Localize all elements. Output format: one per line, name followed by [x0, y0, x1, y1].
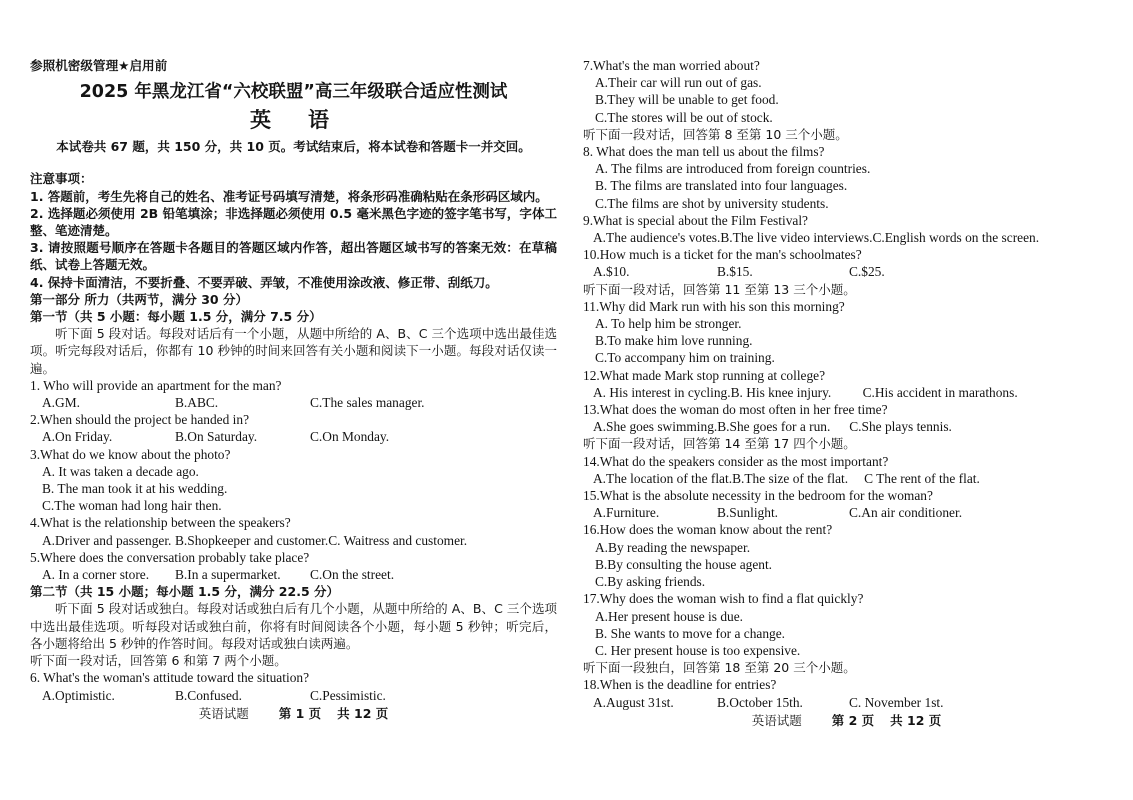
part1-heading: 第一部分 所力（共两节，满分 30 分） — [30, 291, 248, 307]
question-15 — [583, 487, 1110, 521]
question-7-option-a: A.Their car will run out of gas. — [595, 75, 762, 91]
question-6-option-a: A.Optimistic. — [42, 687, 115, 703]
question-6 — [30, 669, 557, 703]
question-14-options — [583, 470, 1110, 487]
question-13-option-c: C.She plays tennis. — [849, 419, 952, 435]
question-10-option-a: A.$10. — [593, 264, 630, 280]
question-3 — [30, 446, 557, 515]
question-4 — [30, 514, 557, 548]
question-5-options — [30, 566, 557, 583]
question-1-option-b: B.ABC. — [175, 395, 219, 411]
question-16-option-a: A.By reading the newspaper. — [595, 539, 751, 555]
question-17-options — [583, 608, 1110, 660]
question-4-option-c: C. Waitress and customer. — [328, 532, 468, 548]
question-3-option-a: A. It was taken a decade ago. — [42, 463, 199, 479]
question-15-option-b: B.Sunlight. — [717, 505, 779, 521]
question-9-option-b: B.The live video interviews. — [720, 230, 873, 246]
direction-q8-q10: 听下面一段对话，回答第 8 至第 10 三个小题。 — [583, 126, 848, 142]
column-left — [30, 57, 557, 800]
question-8-options — [583, 160, 1110, 212]
question-7 — [583, 57, 1110, 126]
question-12-options — [583, 384, 1110, 401]
question-13 — [583, 401, 1110, 435]
direction-q18-q20: 听下面一段独白，回答第 18 至第 20 三个小题。 — [583, 660, 856, 676]
question-18-options — [583, 694, 1110, 711]
question-1-option-a: A.GM. — [42, 395, 80, 411]
question-14-stem: 14.What do the speakers consider as the most important? — [583, 453, 889, 469]
question-11-option-c: C.To accompany him on training. — [595, 350, 775, 366]
page-title: 2025 年黑龙江省“六校联盟”高三年级联合适应性测试 — [79, 82, 508, 103]
question-9 — [583, 212, 1110, 246]
section2-heading: 第二节（共 15 小题；每小题 1.5 分，满分 22.5 分） — [30, 584, 339, 600]
question-2-stem: 2.When should the project be handed in? — [30, 412, 250, 428]
question-2-option-c: C.On Monday. — [310, 429, 390, 445]
question-2 — [30, 411, 557, 445]
question-5-option-b: B.In a supermarket. — [175, 567, 281, 583]
question-13-option-a: A.She goes swimming. — [593, 419, 718, 435]
question-11-stem: 11.Why did Mark run with his son this morning? — [583, 298, 845, 314]
question-11 — [583, 298, 1110, 367]
question-4-stem: 4.What is the relationship between the speakers? — [30, 515, 291, 531]
question-12-option-b: B. His knee injury. — [730, 384, 832, 400]
question-10-options — [583, 263, 1110, 280]
question-12-option-c: C.His accident in marathons. — [862, 384, 1018, 400]
question-17 — [583, 590, 1110, 659]
question-5 — [30, 549, 557, 583]
note-item-2: 2. 选择题必须使用 2B 铅笔填涂；非选择题必须使用 0.5 毫米黑色字迹的签字笔书写，字体工整、笔迹清楚。 — [30, 205, 557, 239]
note-item-4: 4. 保持卡面清洁，不要折叠、不要弄破、弄皱，不准使用涂改液、修正带、刮纸刀。 — [30, 274, 498, 290]
direction-q6-q7: 听下面一段对话，回答第 6 和第 7 两个小题。 — [30, 653, 287, 669]
question-1 — [30, 377, 557, 411]
question-1-options — [30, 394, 557, 411]
note-item-1: 1. 答题前，考生先将自己的姓名、准考证号码填写清楚，将条形码准确粘贴在条形码区域内。 — [30, 188, 548, 204]
question-15-option-c: C.An air conditioner. — [849, 505, 963, 521]
question-7-option-c: C.The stores will be out of stock. — [595, 109, 773, 125]
question-11-options — [583, 315, 1110, 367]
question-16-options — [583, 539, 1110, 591]
question-17-option-b: B. She wants to move for a change. — [595, 625, 786, 641]
question-14 — [583, 453, 1110, 487]
footer-total-pages: 共 12 页 — [890, 712, 942, 728]
question-12-stem: 12.What made Mark stop running at college? — [583, 367, 826, 383]
question-3-stem: 3.What do we know about the photo? — [30, 446, 231, 462]
question-8-option-b: B. The films are translated into four languages. — [595, 178, 848, 194]
question-17-stem: 17.Why does the woman wish to find a flat quickly? — [583, 591, 864, 607]
question-14-option-c: C The rent of the flat. — [864, 470, 980, 486]
footer-page-number: 第 2 页 — [831, 712, 875, 728]
question-4-options — [30, 532, 557, 549]
question-9-option-a: A.The audience's votes. — [593, 230, 721, 246]
question-3-options — [30, 463, 557, 515]
question-16-option-b: B.By consulting the house agent. — [595, 556, 773, 572]
footer-total-pages: 共 12 页 — [337, 705, 389, 721]
question-5-option-c: C.On the street. — [310, 567, 395, 583]
notes-section — [30, 170, 557, 290]
question-8-option-c: C.The films are shot by university students. — [595, 195, 829, 211]
question-3-option-b: B. The man took it at his wedding. — [42, 481, 228, 497]
question-16-stem: 16.How does the woman know about the rent? — [583, 522, 833, 538]
subject-title: 英 语 — [250, 108, 337, 133]
question-7-stem: 7.What's the man worried about? — [583, 58, 760, 73]
question-18-option-b: B.October 15th. — [717, 694, 803, 710]
question-14-option-b: B.The size of the flat. — [732, 470, 849, 486]
section1-intro: 听下面 5 段对话。每段对话后有一个小题，从题中所给的 A、B、C 三个选项中选出最佳选项。听完每段对话后，你都有 10 秒钟的时间来回答有关小题和阅读下一小题。每段对话仅读一遍。 — [30, 326, 557, 376]
question-13-options — [583, 418, 1110, 435]
direction-q11-q13: 听下面一段对话，回答第 11 至第 13 三个小题。 — [583, 281, 856, 297]
question-5-stem: 5.Where does the conversation probably take place? — [30, 549, 310, 565]
question-17-option-a: A.Her present house is due. — [595, 608, 744, 624]
footer-doc-title: 英语试题 — [751, 712, 802, 728]
direction-q14-q17: 听下面一段对话，回答第 14 至第 17 四个小题。 — [583, 436, 856, 452]
security-notice: 参照机密级管理★启用前 — [30, 58, 168, 73]
question-4-option-a: A.Driver and passenger. — [42, 532, 172, 548]
question-2-option-a: A.On Friday. — [42, 429, 113, 445]
question-15-stem: 15.What is the absolute necessity in the bedroom for the woman? — [583, 488, 933, 504]
question-10-stem: 10.How much is a ticket for the man's schoolmates? — [583, 247, 862, 263]
question-10 — [583, 246, 1110, 280]
question-18-stem: 18.When is the deadline for entries? — [583, 677, 777, 693]
note-item-3: 3. 请按照题号顺序在答题卡各题目的答题区域内作答，超出答题区域书写的答案无效：在草稿纸、试卷上答题无效。 — [30, 240, 557, 273]
question-8-stem: 8. What does the man tell us about the films? — [583, 144, 825, 160]
question-8-option-a: A. The films are introduced from foreign countries. — [595, 161, 871, 177]
question-2-option-b: B.On Saturday. — [175, 429, 258, 445]
footer-doc-title: 英语试题 — [198, 705, 249, 721]
question-13-option-b: B.She goes for a run. — [717, 419, 831, 435]
question-15-options — [583, 504, 1110, 521]
footer-page-number: 第 1 页 — [278, 705, 322, 721]
question-11-option-a: A. To help him be stronger. — [595, 316, 742, 332]
question-7-option-b: B.They will be unable to get food. — [595, 92, 779, 108]
question-3-option-c: C.The woman had long hair then. — [42, 498, 222, 514]
question-7-options — [583, 74, 1110, 126]
question-14-option-a: A.The location of the flat. — [593, 470, 733, 486]
column-right — [583, 57, 1110, 800]
question-15-option-a: A.Furniture. — [593, 505, 660, 521]
question-6-option-c: C.Pessimistic. — [310, 687, 386, 703]
question-10-option-c: C.$25. — [849, 264, 885, 280]
section2-intro: 听下面 5 段对话或独白。每段对话或独白后有几个小题，从题中所给的 A、B、C 三个选项中选出最佳选项。听每段对话或独白前，你将有时间阅读各个小题，每小题 5 秒钟；听完后，各小题将给出 5 秒钟的作答时间。每段对话或独白读两遍。 — [30, 601, 557, 651]
question-8 — [583, 143, 1110, 212]
question-9-stem: 9.What is special about the Film Festival? — [583, 212, 808, 228]
page-footer-left — [30, 705, 557, 722]
question-9-option-c: C.English words on the screen. — [872, 230, 1040, 246]
question-1-stem: 1. Who will provide an apartment for the man? — [30, 377, 282, 393]
section1-heading: 第一节（共 5 小题：每小题 1.5 分，满分 7.5 分） — [30, 309, 322, 325]
question-16-option-c: C.By asking friends. — [595, 574, 706, 590]
question-13-stem: 13.What does the woman do most often in her free time? — [583, 402, 888, 418]
question-12-option-a: A. His interest in cycling. — [593, 384, 731, 400]
question-18 — [583, 676, 1110, 710]
page-footer-right — [583, 712, 1110, 729]
question-6-options — [30, 687, 557, 704]
question-18-option-a: A.August 31st. — [593, 694, 674, 710]
question-4-option-b: B.Shopkeeper and customer. — [175, 532, 329, 548]
question-5-option-a: A. In a corner store. — [42, 567, 150, 583]
question-17-option-c: C. Her present house is too expensive. — [595, 642, 801, 658]
question-16 — [583, 521, 1110, 590]
question-10-option-b: B.$15. — [717, 264, 753, 280]
question-9-options — [583, 229, 1110, 246]
question-12 — [583, 367, 1110, 401]
question-1-option-c: C.The sales manager. — [310, 395, 425, 411]
question-11-option-b: B.To make him love running. — [595, 333, 753, 349]
question-18-option-c: C. November 1st. — [849, 694, 944, 710]
question-6-option-b: B.Confused. — [175, 687, 242, 703]
question-6-stem: 6. What's the woman's attitude toward the situation? — [30, 670, 310, 686]
notes-title: 注意事项： — [30, 171, 93, 187]
exam-info: 本试卷共 67 题，共 150 分，共 10 页。考试结束后，将本试卷和答题卡一并交回。 — [56, 139, 531, 155]
question-2-options — [30, 428, 557, 445]
